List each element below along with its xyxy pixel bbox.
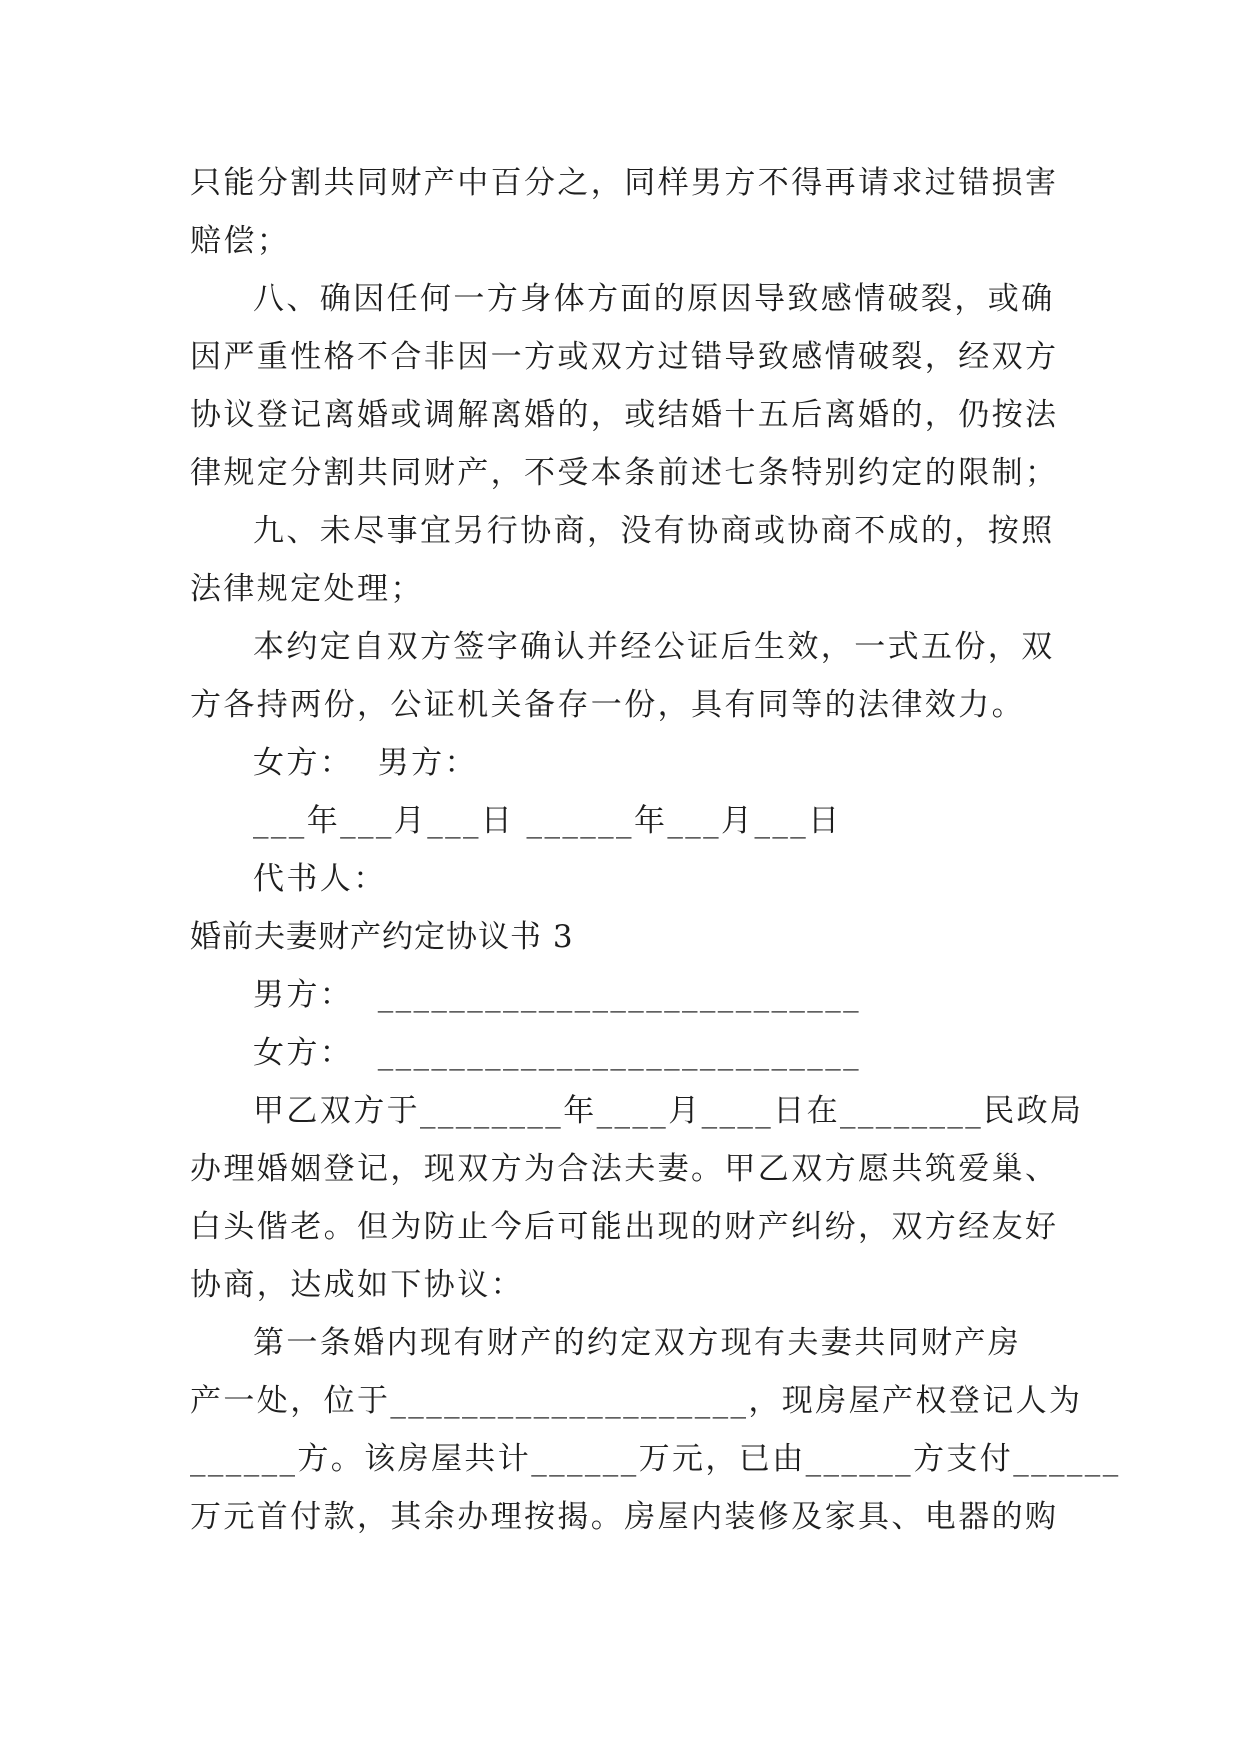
text-line-1: 只能分割共同财产中百分之，同样男方不得再请求过错损害 (190, 165, 1059, 201)
scribe-line: 代书人： (253, 861, 387, 897)
clause-eight-line-1: 八、确因任何一方身体方面的原因导致感情破裂，或确 (253, 281, 1055, 317)
clause-eight-line-4: 律规定分割共同财产，不受本条前述七条特别约定的限制； (190, 455, 1059, 491)
male-party-line: 男方： ___________________________ (253, 977, 862, 1013)
section-title: 婚前夫妻财产约定协议书 3 (190, 919, 574, 955)
preamble-line-3: 白头偕老。但为防止今后可能出现的财产纠纷，双方经友好 (190, 1209, 1059, 1245)
signature-dates-line: ___年___月___日 ______年___月___日 (253, 803, 842, 839)
clause-nine-line-1: 九、未尽事宜另行协商，没有协商或协商不成的，按照 (253, 513, 1055, 549)
article-one-line-1: 第一条婚内现有财产的约定双方现有夫妻共同财产房 (253, 1325, 1022, 1361)
female-party-line: 女方： ___________________________ (253, 1035, 862, 1071)
article-one-line-3: ______方。该房屋共计______万元，已由______方支付______ (190, 1441, 1121, 1477)
text-line-2: 赔偿； (190, 223, 291, 259)
clause-eight-line-2: 因严重性格不合非因一方或双方过错导致感情破裂，经双方 (190, 339, 1059, 375)
preamble-line-1: 甲乙双方于________年____月____日在________民政局 (253, 1093, 1084, 1129)
effect-clause-line-1: 本约定自双方签字确认并经公证后生效，一式五份，双 (253, 629, 1055, 665)
article-one-line-4: 万元首付款，其余办理按揭。房屋内装修及家具、电器的购 (190, 1499, 1059, 1535)
clause-eight-line-3: 协议登记离婚或调解离婚的，或结婚十五后离婚的，仍按法 (190, 397, 1059, 433)
clause-nine-line-2: 法律规定处理； (190, 571, 424, 607)
preamble-line-4: 协商，达成如下协议： (190, 1267, 524, 1303)
signature-parties-line: 女方： 男方： (253, 745, 478, 781)
article-one-line-2: 产一处，位于____________________，现房屋产权登记人为 (190, 1383, 1083, 1419)
preamble-line-2: 办理婚姻登记，现双方为合法夫妻。甲乙双方愿共筑爱巢、 (190, 1151, 1059, 1187)
effect-clause-line-2: 方各持两份，公证机关备存一份，具有同等的法律效力。 (190, 687, 1025, 723)
